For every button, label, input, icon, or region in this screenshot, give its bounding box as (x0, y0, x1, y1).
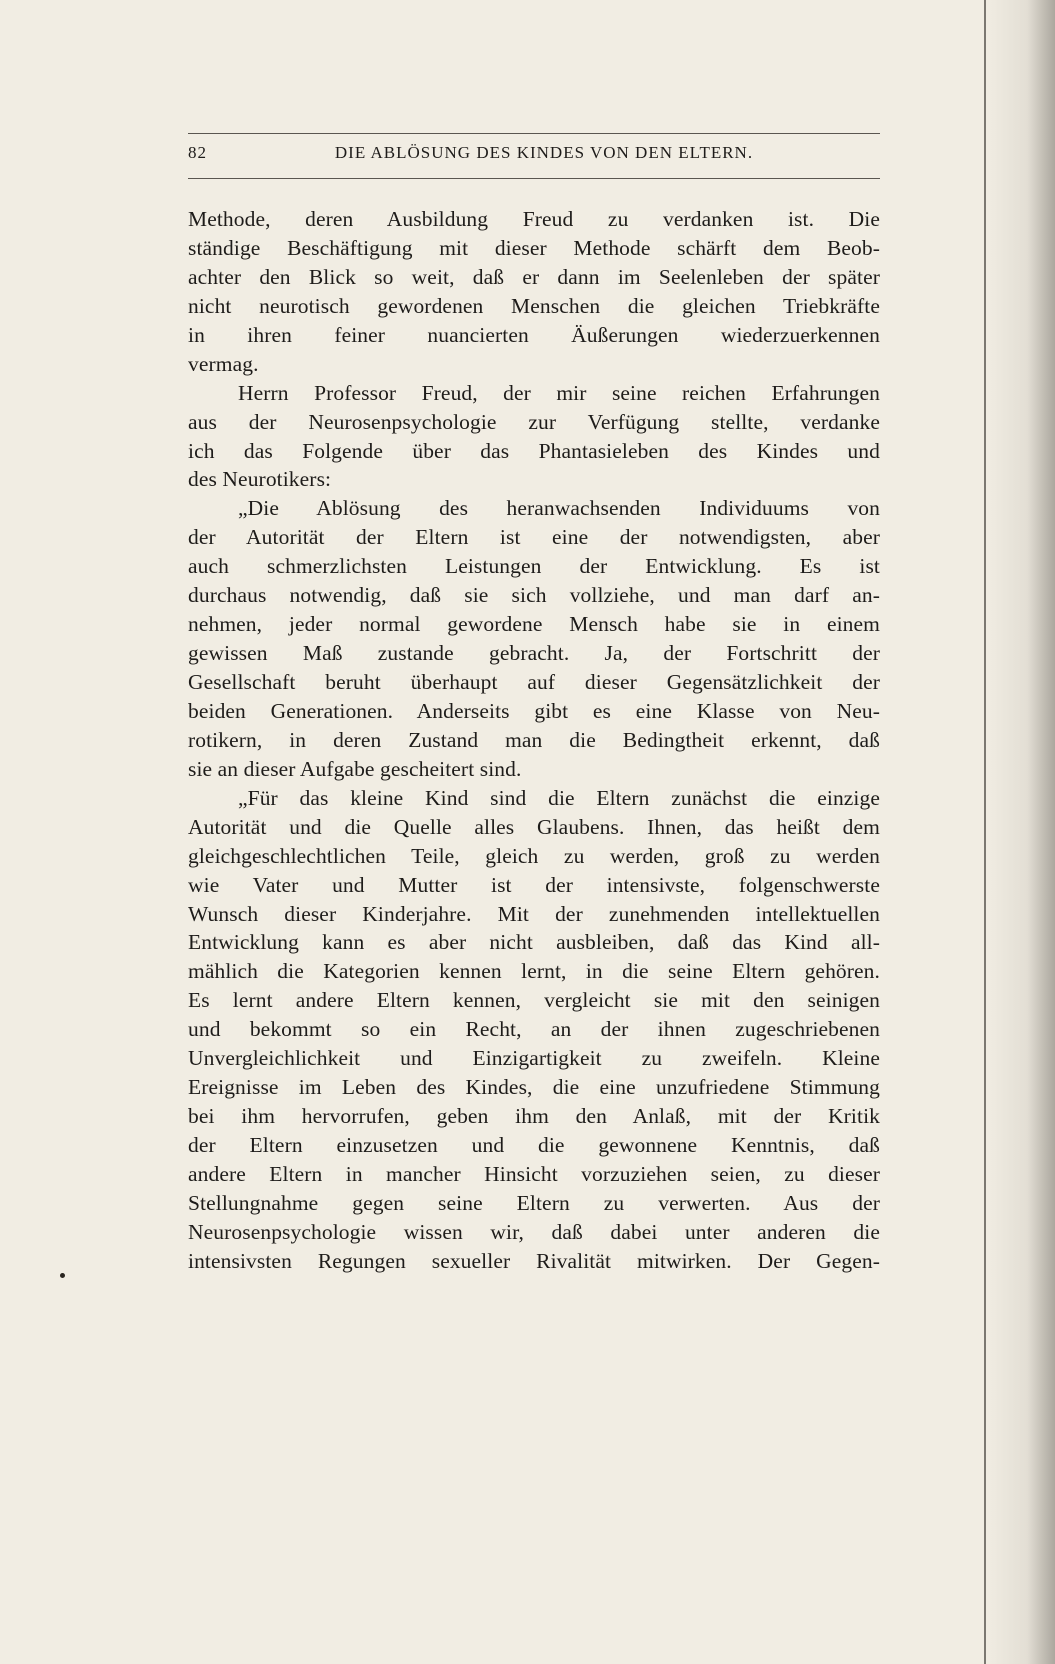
text-line: Stellungnahme gegen seine Eltern zu verwerten. Aus der (188, 1190, 880, 1215)
text-line: Unvergleichlichkeit und Einzigartigkeit zu zweifeln. Kleine (188, 1046, 880, 1071)
text-line: durchaus notwendig, daß sie sich vollziehe, und man darf an- (188, 583, 880, 608)
text-line: nehmen, jeder normal gewordene Mensch habe sie in einem (188, 612, 880, 637)
text-line: Herrn Professor Freud, der mir seine reichen Erfahrungen (238, 380, 880, 405)
text-line: vermag. (188, 351, 259, 376)
header-bottom-rule (188, 178, 880, 179)
text-line: achter den Blick so weit, daß er dann im Seelenleben der später (188, 264, 880, 289)
text-line: in ihren feiner nuancierten Äußerungen wiederzuerkennen (188, 322, 880, 347)
text-line: Autorität und die Quelle alles Glaubens. Ihnen, das heißt dem (188, 814, 880, 839)
text-line: auch schmerzlichsten Leistungen der Entwicklung. Es ist (188, 554, 880, 579)
text-line: andere Eltern in mancher Hinsicht vorzuziehen seien, zu dieser (188, 1161, 880, 1186)
text-line: nicht neurotisch gewordenen Menschen die gleichen Triebkräfte (188, 293, 880, 318)
page-edge-line (984, 0, 986, 1664)
text-line: wie Vater und Mutter ist der intensivste, folgenschwerste (188, 872, 880, 897)
page-edge-shadow (985, 0, 1055, 1664)
text-line: der Eltern einzusetzen und die gewonnene Kenntnis, daß (188, 1133, 880, 1157)
header-top-rule (188, 133, 880, 134)
text-line: beiden Generationen. Anderseits gibt es eine Klasse von Neu- (188, 698, 880, 723)
text-line: Gesellschaft beruht überhaupt auf dieser Gegensätzlichkeit der (188, 670, 880, 694)
text-line: rotikern, in deren Zustand man die Bedingtheit erkennt, daß (188, 727, 880, 752)
text-line: und bekommt so ein Recht, an der ihnen zugeschriebenen (188, 1017, 880, 1042)
text-line: Entwicklung kann es aber nicht ausbleiben, daß das Kind all- (188, 930, 880, 955)
text-line: Es lernt andere Eltern kennen, vergleicht sie mit den seinigen (188, 988, 880, 1013)
text-line: Methode, deren Ausbildung Freud zu verdanken ist. Die (188, 207, 880, 231)
text-line: ständige Beschäftigung mit dieser Methode schärft dem Beob- (188, 235, 880, 260)
text-line: gleichgeschlechtlichen Teile, gleich zu werden, groß zu werden (188, 843, 880, 868)
scan-speck (60, 1273, 65, 1278)
text-line: Wunsch dieser Kinderjahre. Mit der zunehmenden intellektuellen (188, 901, 880, 926)
text-line: sie an dieser Aufgabe gescheitert sind. (188, 756, 522, 781)
text-line: aus der Neurosenpsychologie zur Verfügung stellte, verdanke (188, 409, 880, 434)
text-line: „Die Ablösung des heranwachsenden Individuums von (238, 496, 880, 521)
text-line: „Für das kleine Kind sind die Eltern zunächst die einzige (238, 785, 880, 810)
text-line: gewissen Maß zustande gebracht. Ja, der Fortschritt der (188, 641, 880, 666)
text-line: des Neurotikers: (188, 467, 332, 492)
text-line: Ereignisse im Leben des Kindes, die eine unzufriedene Stimmung (188, 1075, 880, 1100)
text-line: mählich die Kategorien kennen lernt, in die seine Eltern gehören. (188, 959, 880, 984)
text-line: Neurosenpsychologie wissen wir, daß dabei unter anderen die (188, 1219, 880, 1244)
text-line: ich das Folgende über das Phantasieleben des Kindes und (188, 438, 880, 463)
text-line: intensivsten Regungen sexueller Rivalität mitwirken. Der Gegen- (188, 1248, 880, 1273)
running-title: DIE ABLÖSUNG DES KINDES VON DEN ELTERN. (334, 143, 754, 162)
running-header (188, 143, 880, 169)
text-line: bei ihm hervorrufen, geben ihm den Anlaß, mit der Kritik (188, 1104, 880, 1129)
text-line: der Autorität der Eltern ist eine der notwendigsten, aber (188, 525, 880, 550)
body-text (188, 205, 880, 1276)
page-number: 82 (188, 143, 207, 162)
